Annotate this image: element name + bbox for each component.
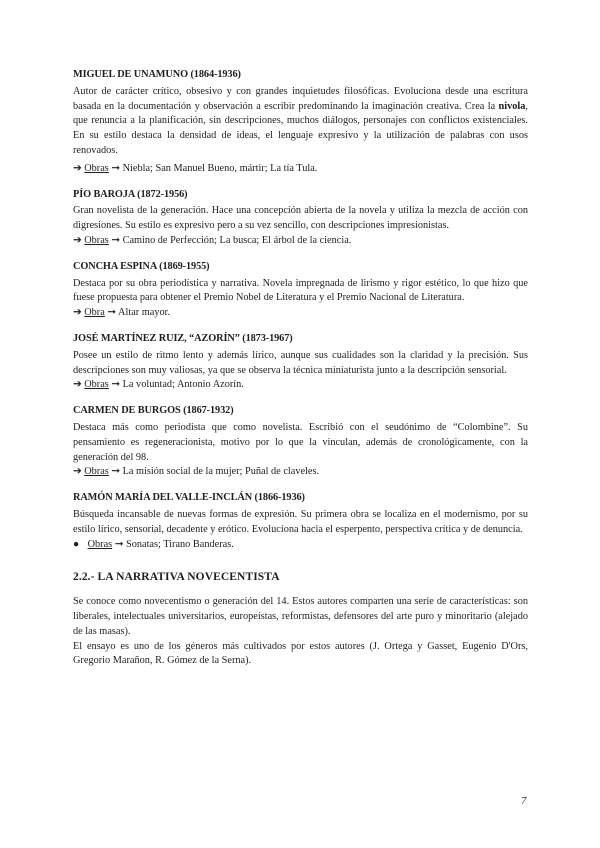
works-list: Camino de Perfección; La busca; El árbol de la ciencia. <box>122 234 352 246</box>
works-list: La misión social de la mujer; Puñal de claveles. <box>122 466 320 478</box>
author-heading: PÍO BAROJA (1872-1956) <box>73 188 188 200</box>
subsection-title: 2.2.- LA NARRATIVA NOVECENTISTA <box>73 571 280 584</box>
arrow-bullet-icon: ➔ <box>73 162 82 174</box>
description-text: Autor de carácter crítico, obsesivo y con grandes inquietudes filosóficas. Evoluciona desde una escritura basada en la documentación y observación a escribir predominando la imaginación creativa. Crea la <box>73 85 528 112</box>
long-arrow-icon: ➞ <box>114 538 124 550</box>
long-arrow-icon: ➞ <box>111 379 121 391</box>
long-arrow-icon: ➞ <box>111 162 121 174</box>
author-section-unamuno <box>73 68 528 177</box>
emphasis-word: nivola <box>498 100 526 112</box>
works-line <box>73 378 528 393</box>
long-arrow-icon: ➞ <box>111 466 121 478</box>
works-label: Obras <box>84 379 109 391</box>
author-section-burgos <box>73 404 528 480</box>
description-text: , que renuncia a la planificación, sin descripciones, muchos diálogos, personajes con conflictos existenciales. En su estilo destaca la densidad de ideas, el lenguaje expresivo y la utilización de palabras con usos renovados. <box>73 100 528 156</box>
author-heading: CARMEN DE BURGOS (1867-1932) <box>73 405 234 417</box>
author-heading: RAMÓN MARÍA DEL VALLE-INCLÁN (1866-1936) <box>73 492 305 504</box>
works-list: Altar mayor. <box>118 307 171 319</box>
arrow-bullet-icon: ➔ <box>73 466 82 478</box>
long-arrow-icon: ➞ <box>111 234 121 246</box>
arrow-bullet-icon: ➔ <box>73 234 82 246</box>
works-line <box>73 234 528 249</box>
document-page <box>73 68 528 669</box>
author-section-espina <box>73 260 528 321</box>
works-label: Obras <box>87 538 113 550</box>
long-arrow-icon: ➞ <box>107 307 117 319</box>
works-line <box>73 465 528 480</box>
author-description: Búsqueda incansable de nuevas formas de expresión. Su primera obra se localiza en el modernismo, por su estilo lírico, sensorial, decadente y erótico. Evoluciona hacia el esperpento, perspectiva crítica y de denuncia. <box>73 508 528 535</box>
arrow-bullet-icon: ➔ <box>73 307 82 319</box>
author-description: Posee un estilo de ritmo lento y además lírico, aunque sus cualidades son la claridad y la precisión. Sus descripciones son muy valiosas, ya que se observa la técnica miniaturista junto a la descripción sensorial. <box>73 349 528 376</box>
author-section-baroja <box>73 188 528 249</box>
author-description: Destaca más como periodista que como novelista. Escribió con el seudónimo de “Colombine”. Su pensamiento es regeneracionista, motivo por lo que la vinculan, además de cronológicamente, con la generación del 98. <box>73 421 528 463</box>
works-list: Niebla; San Manuel Bueno, mártir; La tía Tula. <box>122 162 318 174</box>
subsection-paragraph: Se conoce como novecentismo o generación del 14. Estos autores comparten una serie de características: son liberales, intelectuales universitarios, europeístas, reformistas, defensores del arte puro y minoritario (alejado de las masas). <box>73 596 528 637</box>
author-heading: JOSÉ MARTÍNEZ RUIZ, “AZORÍN” (1873-1967) <box>73 332 293 344</box>
author-description: Destaca por su obra periodística y narrativa. Novela impregnada de lirismo y rigor estético, lo que hizo que fuese propuesta para obtener el Premio Nobel de Literatura y el Premio Nacional de Literatura. <box>73 277 528 304</box>
works-label: Obras <box>84 162 109 174</box>
works-line <box>73 538 528 553</box>
works-list: La voluntad; Antonio Azorín. <box>122 379 244 391</box>
page-number: 7 <box>521 795 527 807</box>
works-list: Sonatas; Tirano Banderas. <box>125 538 234 550</box>
author-heading: CONCHA ESPINA (1869-1955) <box>73 260 210 272</box>
works-label: Obras <box>84 466 109 478</box>
subsection-paragraph: El ensayo es uno de los géneros más cultivados por estos autores (J. Ortega y Gasset, Eugenio D'Ors, Gregorio Marañon, R. Gómez de la Serna). <box>73 640 528 667</box>
works-line <box>73 306 528 321</box>
author-heading: MIGUEL DE UNAMUNO (1864-1936) <box>73 69 241 80</box>
works-line <box>73 162 528 177</box>
author-description: Gran novelista de la generación. Hace una concepción abierta de la novela y utiliza la mezcla de acción con digresiones. Su estilo es expresivo pero a su vez sencillo, con descripciones impresionistas. <box>73 205 528 232</box>
author-description <box>73 85 528 159</box>
arrow-bullet-icon: ➔ <box>73 379 82 391</box>
works-label: Obra <box>84 307 105 319</box>
author-section-valle-inclan <box>73 491 528 552</box>
disc-bullet-icon: ● <box>73 538 80 550</box>
works-label: Obras <box>84 234 109 246</box>
author-section-azorin <box>73 332 528 393</box>
